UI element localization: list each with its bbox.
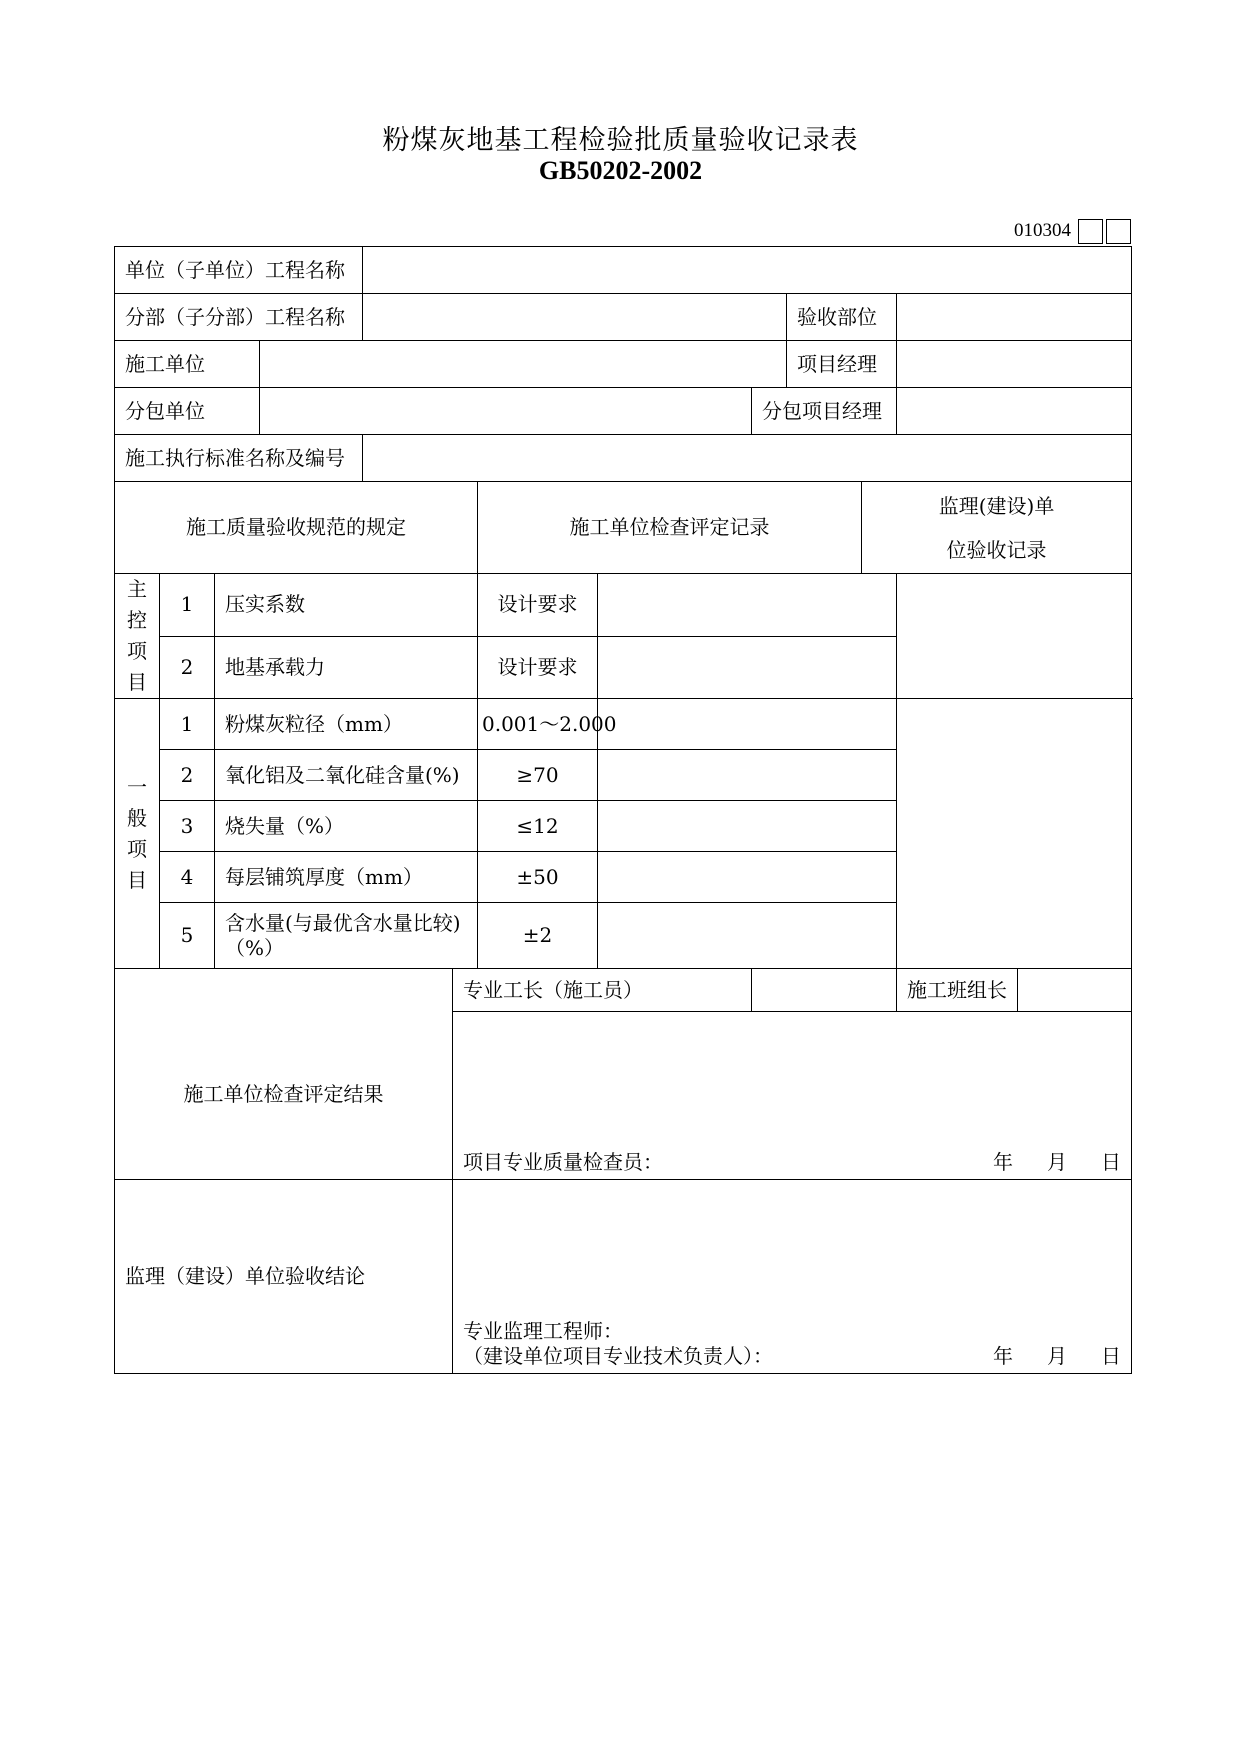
item-name-line-1: 含水量(与最优含水量比较) <box>225 910 461 935</box>
construction-check-column-header: 施工单位检查评定记录 <box>478 482 862 574</box>
subcontract-project-manager-value[interactable] <box>897 388 1132 435</box>
foreman-label: 专业工长（施工员） <box>453 969 752 1012</box>
item-number: 3 <box>160 801 215 852</box>
supervision-header-line-1: 监理(建设)单 <box>938 493 1055 518</box>
general-group-label: 一 般 项 目 <box>115 699 160 969</box>
form-number-box-2[interactable] <box>1106 219 1131 244</box>
item-name-line-2: （%） <box>225 935 285 960</box>
item-check-record[interactable] <box>598 636 897 699</box>
item-name: 氧化铝及二氧化硅含量(%) <box>215 750 478 801</box>
team-leader-label: 施工班组长 <box>897 969 1018 1011</box>
item-name: 烧失量（%） <box>215 801 478 852</box>
item-requirement: 0.001～2.000 <box>478 699 598 750</box>
spec-column-header: 施工质量验收规范的规定 <box>115 482 478 574</box>
acceptance-part-value[interactable] <box>897 294 1132 341</box>
item-number: 4 <box>160 852 215 903</box>
supervision-result-label: 监理（建设）单位验收结论 <box>115 1180 453 1374</box>
item-check-record[interactable] <box>598 574 897 637</box>
item-check-record[interactable] <box>598 801 897 852</box>
inspector-label: 项目专业质量检查员： <box>463 1150 663 1174</box>
construction-unit-value[interactable] <box>260 341 787 388</box>
item-number: 2 <box>160 636 215 699</box>
item-number: 2 <box>160 750 215 801</box>
construction-unit-label: 施工单位 <box>115 341 260 388</box>
supervision-result-signature[interactable] <box>453 1180 1132 1374</box>
item-check-record[interactable] <box>598 903 897 969</box>
standard-name-label: 施工执行标准名称及编号 <box>115 435 363 482</box>
item-requirement: 设计要求 <box>478 574 598 637</box>
day-label: 日 <box>1101 1150 1122 1174</box>
item-requirement: ±50 <box>478 852 598 903</box>
main-control-group-label: 主 控 项 目 <box>115 574 160 699</box>
item-check-record[interactable] <box>598 852 897 903</box>
team-leader-cell <box>897 969 1132 1012</box>
main-control-supervision-record[interactable] <box>897 574 1132 699</box>
item-name: 压实系数 <box>215 574 478 637</box>
item-name: 每层铺筑厚度（mm） <box>215 852 478 903</box>
construction-result-signature[interactable] <box>453 1012 1132 1180</box>
division-project-name-value[interactable] <box>363 294 787 341</box>
engineer-label-line-2: （建设单位项目专业技术负责人）： <box>463 1344 773 1368</box>
supervision-header-line-2: 位验收记录 <box>946 537 1047 562</box>
year-label: 年 <box>993 1150 1014 1174</box>
engineer-label: 专业监理工程师： <box>463 1319 623 1343</box>
supervision-column-header <box>862 482 1132 574</box>
item-number: 5 <box>160 903 215 969</box>
team-leader-value[interactable] <box>1018 969 1131 1011</box>
item-number: 1 <box>160 699 215 750</box>
item-name <box>215 903 478 969</box>
unit-project-name-value[interactable] <box>363 247 1132 294</box>
unit-project-name-label: 单位（子单位）工程名称 <box>115 247 363 294</box>
form-number <box>1014 218 1131 244</box>
form-number-box-1[interactable] <box>1078 219 1103 244</box>
item-requirement: 设计要求 <box>478 636 598 699</box>
item-requirement: ≥70 <box>478 750 598 801</box>
standard-code: GB50202-2002 <box>538 156 703 185</box>
standard-name-value[interactable] <box>363 435 1132 482</box>
project-manager-value[interactable] <box>897 341 1132 388</box>
division-project-name-label: 分部（子分部）工程名称 <box>115 294 363 341</box>
subcontract-unit-label: 分包单位 <box>115 388 260 435</box>
subcontract-unit-value[interactable] <box>260 388 752 435</box>
construction-date <box>959 1150 1121 1175</box>
day-label: 日 <box>1101 1344 1122 1368</box>
project-manager-label: 项目经理 <box>787 341 897 388</box>
item-check-record[interactable] <box>598 750 897 801</box>
foreman-value[interactable] <box>752 969 897 1012</box>
item-check-record[interactable] <box>598 699 897 750</box>
acceptance-part-label: 验收部位 <box>787 294 897 341</box>
construction-result-label: 施工单位检查评定结果 <box>115 969 453 1180</box>
item-name: 地基承载力 <box>215 636 478 699</box>
acceptance-record-table <box>114 246 1132 1374</box>
item-name: 粉煤灰粒径（mm） <box>215 699 478 750</box>
general-supervision-record[interactable] <box>897 699 1132 969</box>
form-title: 粉煤灰地基工程检验批质量验收记录表 <box>382 125 859 156</box>
subcontract-project-manager-label: 分包项目经理 <box>752 388 897 435</box>
item-requirement: ≤12 <box>478 801 598 852</box>
form-number-text: 010304 <box>1014 220 1071 241</box>
item-number: 1 <box>160 574 215 637</box>
supervision-date <box>959 1344 1121 1369</box>
month-label: 月 <box>1047 1344 1068 1368</box>
item-requirement: ±2 <box>478 903 598 969</box>
month-label: 月 <box>1047 1150 1068 1174</box>
year-label: 年 <box>993 1344 1014 1368</box>
